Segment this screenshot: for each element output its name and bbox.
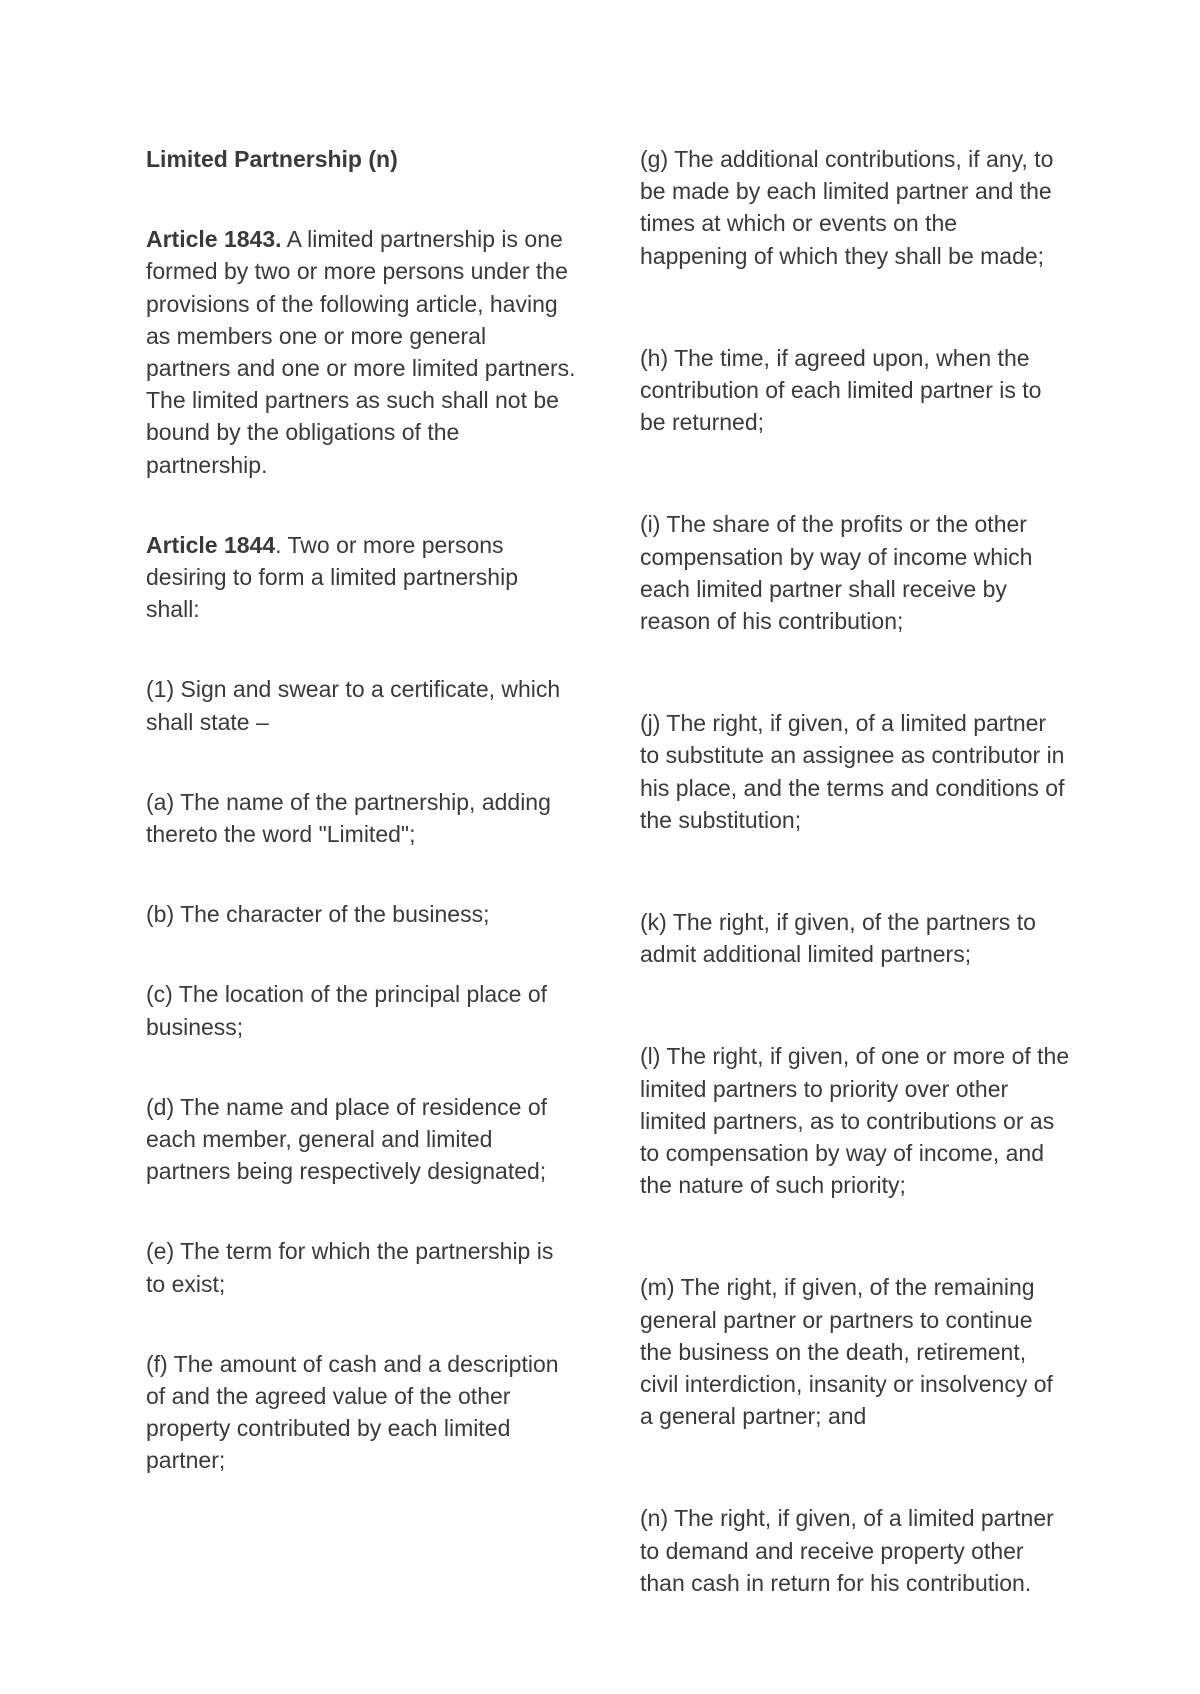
item-l: (l) The right, if given, of one or more of the limited partners to priority over other limited partners, as to contributions or as to compensation by way of income, and the nature of such priority; xyxy=(640,1043,1070,1199)
article-1844-paragraph xyxy=(146,529,576,626)
item-h: (h) The time, if agreed upon, when the contribution of each limited partner is to be returned; xyxy=(640,344,1042,436)
item-i: (i) The share of the profits or the other compensation by way of income which each limited partner shall receive by reason of his contribution; xyxy=(640,511,1033,635)
item-e: (e) The term for which the partnership is to exist; xyxy=(146,1238,554,1297)
item-1: (1) Sign and swear to a certificate, which shall state – xyxy=(146,676,561,735)
document-title: Limited Partnership (n) xyxy=(146,146,398,172)
item-j: (j) The right, if given, of a limited partner to substitute an assignee as contributor in his place, and the terms and conditions of the substitution; xyxy=(640,710,1065,833)
article-1844-text: . Two or more persons desiring to form a limited partnership shall: xyxy=(146,531,518,623)
article-1843-text: A limited partnership is one formed by two or more persons under the provisions of the following article, having as members one or more general partners and one or more limited partners. The limited partners as such shall not be bound by the obligations of the partnership. xyxy=(146,226,576,478)
article-1843-paragraph xyxy=(146,223,576,481)
item-f: (f) The amount of cash and a description of and the agreed value of the other property contributed by each limited partner; xyxy=(146,1350,559,1474)
item-g: (g) The additional contributions, if any, to be made by each limited partner and the times at which or events on the happening of which they shall be made; xyxy=(640,146,1054,269)
item-n: (n) The right, if given, of a limited partner to demand and receive property other than cash in return for his contribution. xyxy=(640,1505,1054,1596)
item-c: (c) The location of the principal place of business; xyxy=(146,981,548,1040)
item-m: (m) The right, if given, of the remaining general partner or partners to continue the business on the death, retirement, civil interdiction, insanity or insolvency of a general partner; and xyxy=(640,1274,1053,1430)
article-1844-label: Article 1844 xyxy=(146,531,276,558)
item-a: (a) The name of the partnership, adding thereto the word "Limited"; xyxy=(146,788,551,848)
item-b: (b) The character of the business; xyxy=(146,901,490,928)
item-k: (k) The right, if given, of the partners to admit additional limited partners; xyxy=(640,909,1036,968)
item-d: (d) The name and place of residence of each member, general and limited partners being respectively designated; xyxy=(146,1093,548,1185)
article-1843-label: Article 1843. xyxy=(146,226,282,253)
left-column xyxy=(146,143,576,1525)
right-column xyxy=(640,143,1070,1647)
